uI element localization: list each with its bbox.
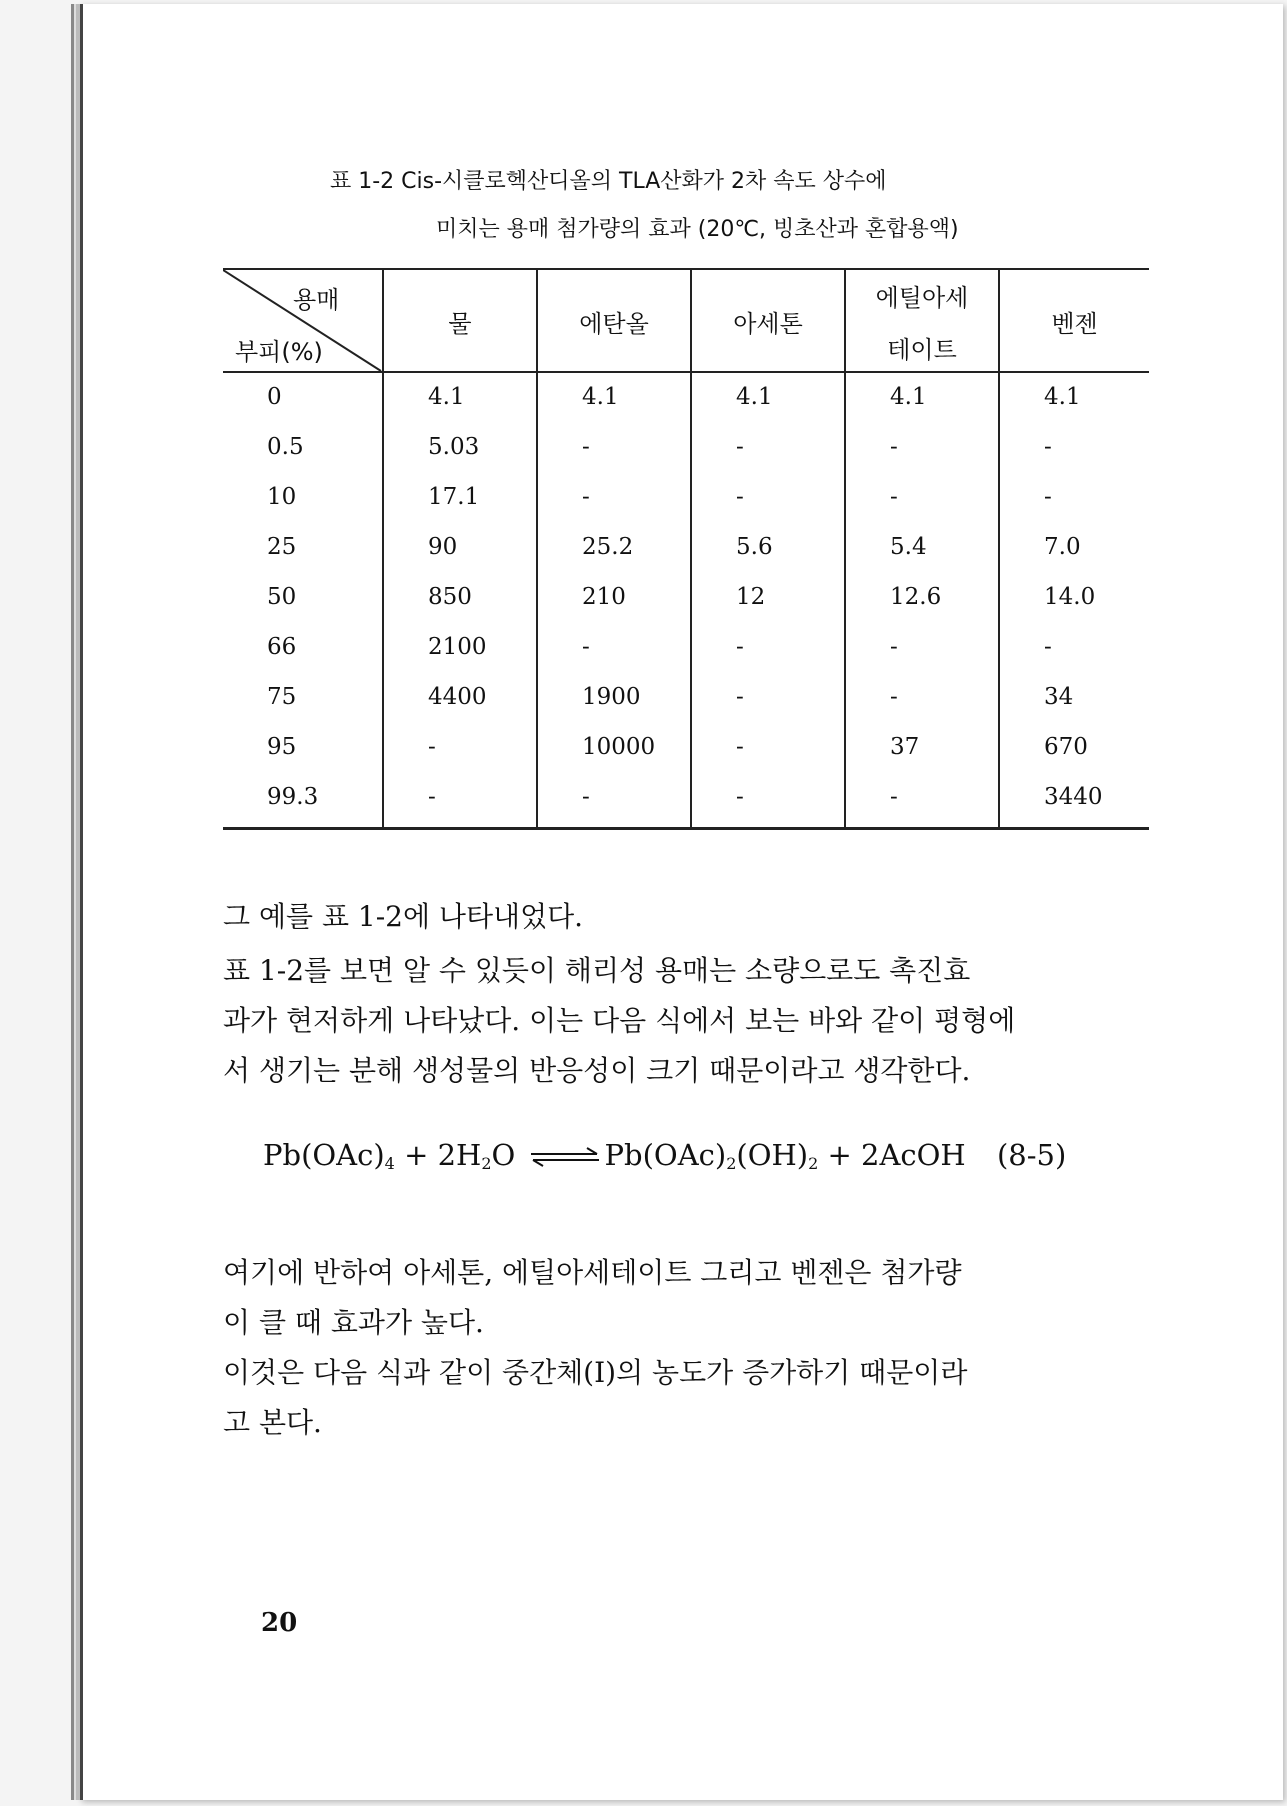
table-row-label: 10 [267, 484, 297, 510]
table-cell: 7.0 [1044, 534, 1081, 560]
table-cell: 3440 [1044, 784, 1103, 810]
equation-part: O [491, 1138, 516, 1172]
table-cell: - [582, 784, 590, 810]
header-ethyl-acetate-line2: 테이트 [887, 336, 957, 364]
table-cell: 17.1 [428, 484, 480, 510]
table-cell: 4400 [428, 684, 487, 710]
table-cell: 34 [1044, 684, 1074, 710]
table-cell: - [1044, 634, 1052, 660]
table-cell: 5.6 [736, 534, 773, 560]
table-cell: - [736, 784, 744, 810]
equation-subscript: 4 [384, 1154, 395, 1173]
table-cell: 25.2 [582, 534, 634, 560]
table-cell: 14.0 [1044, 584, 1096, 610]
table-cell: 37 [890, 734, 920, 760]
table-cell: 4.1 [736, 384, 773, 410]
corner-header-solvent: 용매 [293, 286, 340, 314]
table-cell: 670 [1044, 734, 1088, 760]
table-cell: - [890, 784, 898, 810]
table-cell: - [428, 734, 436, 760]
equation-part: Pb(OAc) [263, 1138, 385, 1172]
table-cell: - [582, 484, 590, 510]
table-cell: - [582, 634, 590, 660]
page-number: 20 [261, 1608, 298, 1638]
table-cell: - [736, 434, 744, 460]
equation-part: (OH) [736, 1138, 809, 1172]
equation-subscript: 2 [726, 1154, 737, 1173]
table-cell: - [736, 734, 744, 760]
book-page [80, 4, 1283, 1800]
equation-part: + 2AcOH [827, 1138, 966, 1172]
table-cell: 12.6 [890, 584, 942, 610]
chemical-equation [263, 1138, 1066, 1173]
corner-header-volume: 부피(%) [235, 338, 323, 366]
table-cell: 850 [428, 584, 472, 610]
table-cell: - [890, 434, 898, 460]
paragraph-line: 여기에 반하여 아세톤, 에틸아세테이트 그리고 벤젠은 첨가량 [223, 1256, 962, 1289]
table-row-label: 95 [267, 734, 297, 760]
table-cell: 210 [582, 584, 626, 610]
table-row-label: 0.5 [267, 434, 304, 460]
header-ethanol: 에탄올 [579, 310, 649, 338]
table-cell: - [736, 634, 744, 660]
header-water: 물 [448, 310, 472, 338]
equation-part: Pb(OAc) [604, 1138, 727, 1172]
table-cell: - [582, 434, 590, 460]
table-cell: - [1044, 434, 1052, 460]
table-row-label: 25 [267, 534, 297, 560]
table-cell: 1900 [582, 684, 641, 710]
table-cell: - [890, 484, 898, 510]
table-caption-line-1: 표 1-2 Cis-시클로헥산디올의 TLA산화가 2차 속도 상수에 [330, 169, 887, 194]
paragraph-line: 서 생기는 분해 생성물의 반응성이 크기 때문이라고 생각한다. [223, 1054, 971, 1087]
table-cell: 10000 [582, 734, 656, 760]
table-bottom-rule [223, 827, 1149, 830]
equilibrium-arrow-icon [529, 1147, 601, 1167]
table-col-divider [536, 268, 538, 830]
equation-subscript: 2 [481, 1154, 492, 1173]
table-cell: 4.1 [428, 384, 465, 410]
paragraph-line: 표 1-2를 보면 알 수 있듯이 해리성 용매는 소량으로도 촉진효 [223, 954, 971, 987]
table-row-label: 50 [267, 584, 297, 610]
rate-constant-table [223, 268, 1149, 830]
table-cell: - [890, 634, 898, 660]
equation-subscript: 2 [808, 1154, 819, 1173]
table-row-label: 66 [267, 634, 297, 660]
equation-part: + 2H [404, 1138, 482, 1172]
table-cell: 4.1 [890, 384, 927, 410]
table-cell: 90 [428, 534, 458, 560]
table-cell: - [428, 784, 436, 810]
table-col-divider [998, 268, 1000, 830]
paragraph-line: 고 본다. [223, 1406, 322, 1439]
paragraph-line: 이것은 다음 식과 같이 중간체(Ⅰ)의 농도가 증가하기 때문이라 [223, 1356, 968, 1389]
header-ethyl-acetate-line1: 에틸아세 [875, 284, 969, 312]
equation-label: (8-5) [996, 1138, 1067, 1172]
paragraph-line: 그 예를 표 1-2에 나타내었다. [223, 900, 584, 933]
table-caption-line-2: 미치는 용매 첨가량의 효과 (20℃, 빙초산과 혼합용액) [436, 217, 959, 242]
table-cell: 2100 [428, 634, 487, 660]
paragraph-line: 과가 현저하게 나타났다. 이는 다음 식에서 보는 바와 같이 평형에 [223, 1004, 1016, 1037]
header-acetone: 아세톤 [733, 310, 803, 338]
table-cell: - [736, 684, 744, 710]
table-col-divider [690, 268, 692, 830]
table-row-label: 75 [267, 684, 297, 710]
paragraph-line: 이 클 때 효과가 높다. [223, 1306, 484, 1339]
table-cell: 4.1 [1044, 384, 1081, 410]
table-cell: 12 [736, 584, 766, 610]
table-cell: 5.03 [428, 434, 480, 460]
table-cell: - [890, 684, 898, 710]
table-row-label: 0 [267, 384, 282, 410]
table-cell: 4.1 [582, 384, 619, 410]
table-cell: 5.4 [890, 534, 927, 560]
header-benzene: 벤젠 [1051, 310, 1098, 338]
table-cell: - [736, 484, 744, 510]
table-row-label: 99.3 [267, 784, 319, 810]
table-cell: - [1044, 484, 1052, 510]
